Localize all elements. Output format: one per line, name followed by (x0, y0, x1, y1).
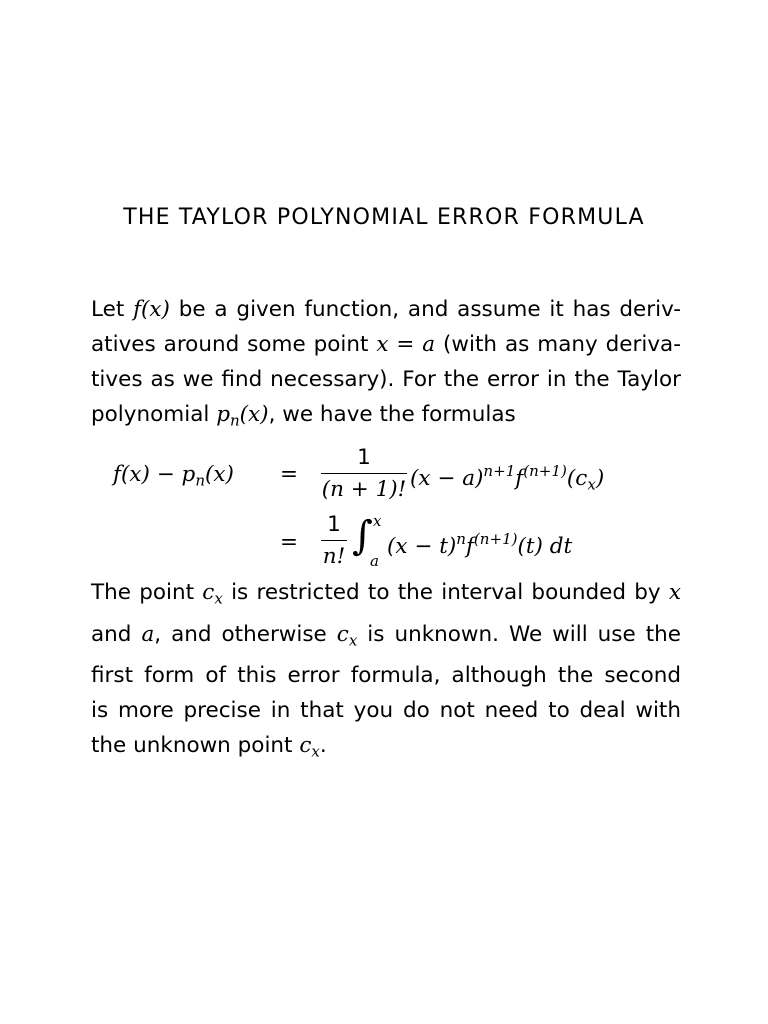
math-sub-n: n (229, 411, 240, 430)
fraction-1-over-n-plus-1-factorial (321, 445, 407, 502)
text: atives around some point (91, 332, 369, 357)
equation-row2-tail (387, 530, 572, 559)
fraction-1-over-n-factorial (321, 512, 347, 569)
math-cx (299, 733, 320, 761)
math-a: a (141, 621, 155, 647)
explanation-line-4: is more precise in that you do not need to deal with (91, 698, 681, 723)
math-paren-x: (x) (239, 402, 269, 427)
integral-upper-limit: x (373, 512, 382, 530)
math-deriv-order: (n+1) (523, 462, 567, 480)
math-close-paren: ) (595, 466, 605, 492)
text: be a given function, and assume it has deriv- (178, 297, 681, 322)
math-fx: f(x) (133, 297, 170, 322)
text: is unknown. We will use the (367, 621, 681, 647)
text: , we have the formulas (268, 402, 516, 427)
equation-row1-tail (410, 462, 604, 494)
math-c: c (336, 621, 349, 647)
equals-sign-1: = (280, 462, 299, 487)
math-c: (c (566, 466, 588, 492)
text: , and otherwise (154, 621, 327, 647)
intro-paragraph (91, 292, 681, 439)
math-exp-n: n (456, 530, 466, 548)
math-t-dt: (t) dt (517, 534, 573, 560)
text: and (91, 621, 132, 647)
math-f: f (515, 466, 524, 492)
math-lhs: f(x) − p (113, 462, 196, 487)
math-p: p (216, 402, 230, 427)
math-sub-x: x (587, 475, 596, 494)
math-exp: n+1 (483, 462, 516, 480)
math-deriv-order: (n+1) (473, 530, 518, 548)
intro-line-4 (91, 397, 681, 439)
math-sub-n: n (195, 471, 206, 490)
explanation-line-1 (91, 575, 681, 617)
math-sub-x: x (348, 631, 358, 649)
math-cx (337, 622, 358, 647)
fraction-numerator: 1 (357, 445, 371, 470)
fraction-bar (321, 540, 347, 541)
fraction-bar (321, 473, 407, 474)
math-cx (202, 580, 223, 608)
fraction-denominator: (n + 1)! (321, 477, 407, 503)
text: (with as many deriva- (443, 332, 681, 357)
math-pn-x (216, 402, 269, 430)
explanation-line-3: first form of this error formula, although the second (91, 663, 681, 688)
math-x-minus-t: (x − t) (387, 534, 457, 560)
math-f: f (465, 534, 474, 560)
equation-lhs (113, 462, 234, 490)
text: polynomial (91, 402, 210, 427)
integral-sign: ∫ (352, 513, 373, 559)
math-x-minus-a: (x − a) (410, 466, 484, 492)
fraction-denominator: n! (322, 544, 346, 570)
fraction-numerator: 1 (327, 512, 341, 537)
page-title: THE TAYLOR POLYNOMIAL ERROR FORMULA (123, 205, 645, 230)
intro-line-2 (91, 327, 681, 362)
equals-sign-2: = (280, 530, 299, 555)
integral-lower-limit: a (370, 552, 379, 570)
text: Let (91, 297, 125, 322)
math-x-equals-a: x = a (376, 332, 436, 357)
math-sub-x: x (311, 742, 320, 761)
text: the unknown point (91, 733, 293, 758)
math-c: c (202, 580, 215, 605)
math-x: x (668, 580, 681, 605)
explanation-line-5 (91, 728, 681, 770)
math-a-comma (141, 622, 326, 647)
math-paren-x: (x) (205, 462, 234, 487)
math-c: c (299, 733, 312, 758)
intro-line-1 (91, 292, 681, 327)
explanation-line-2 (91, 617, 681, 659)
explanation-paragraph (91, 575, 681, 770)
text: . (319, 733, 327, 758)
math-sub-x: x (214, 589, 223, 608)
text: is restricted to the interval bounded by (231, 580, 661, 605)
intro-line-3: tives as we find necessary). For the error in the Taylor (91, 367, 681, 392)
text: The point (91, 580, 195, 605)
